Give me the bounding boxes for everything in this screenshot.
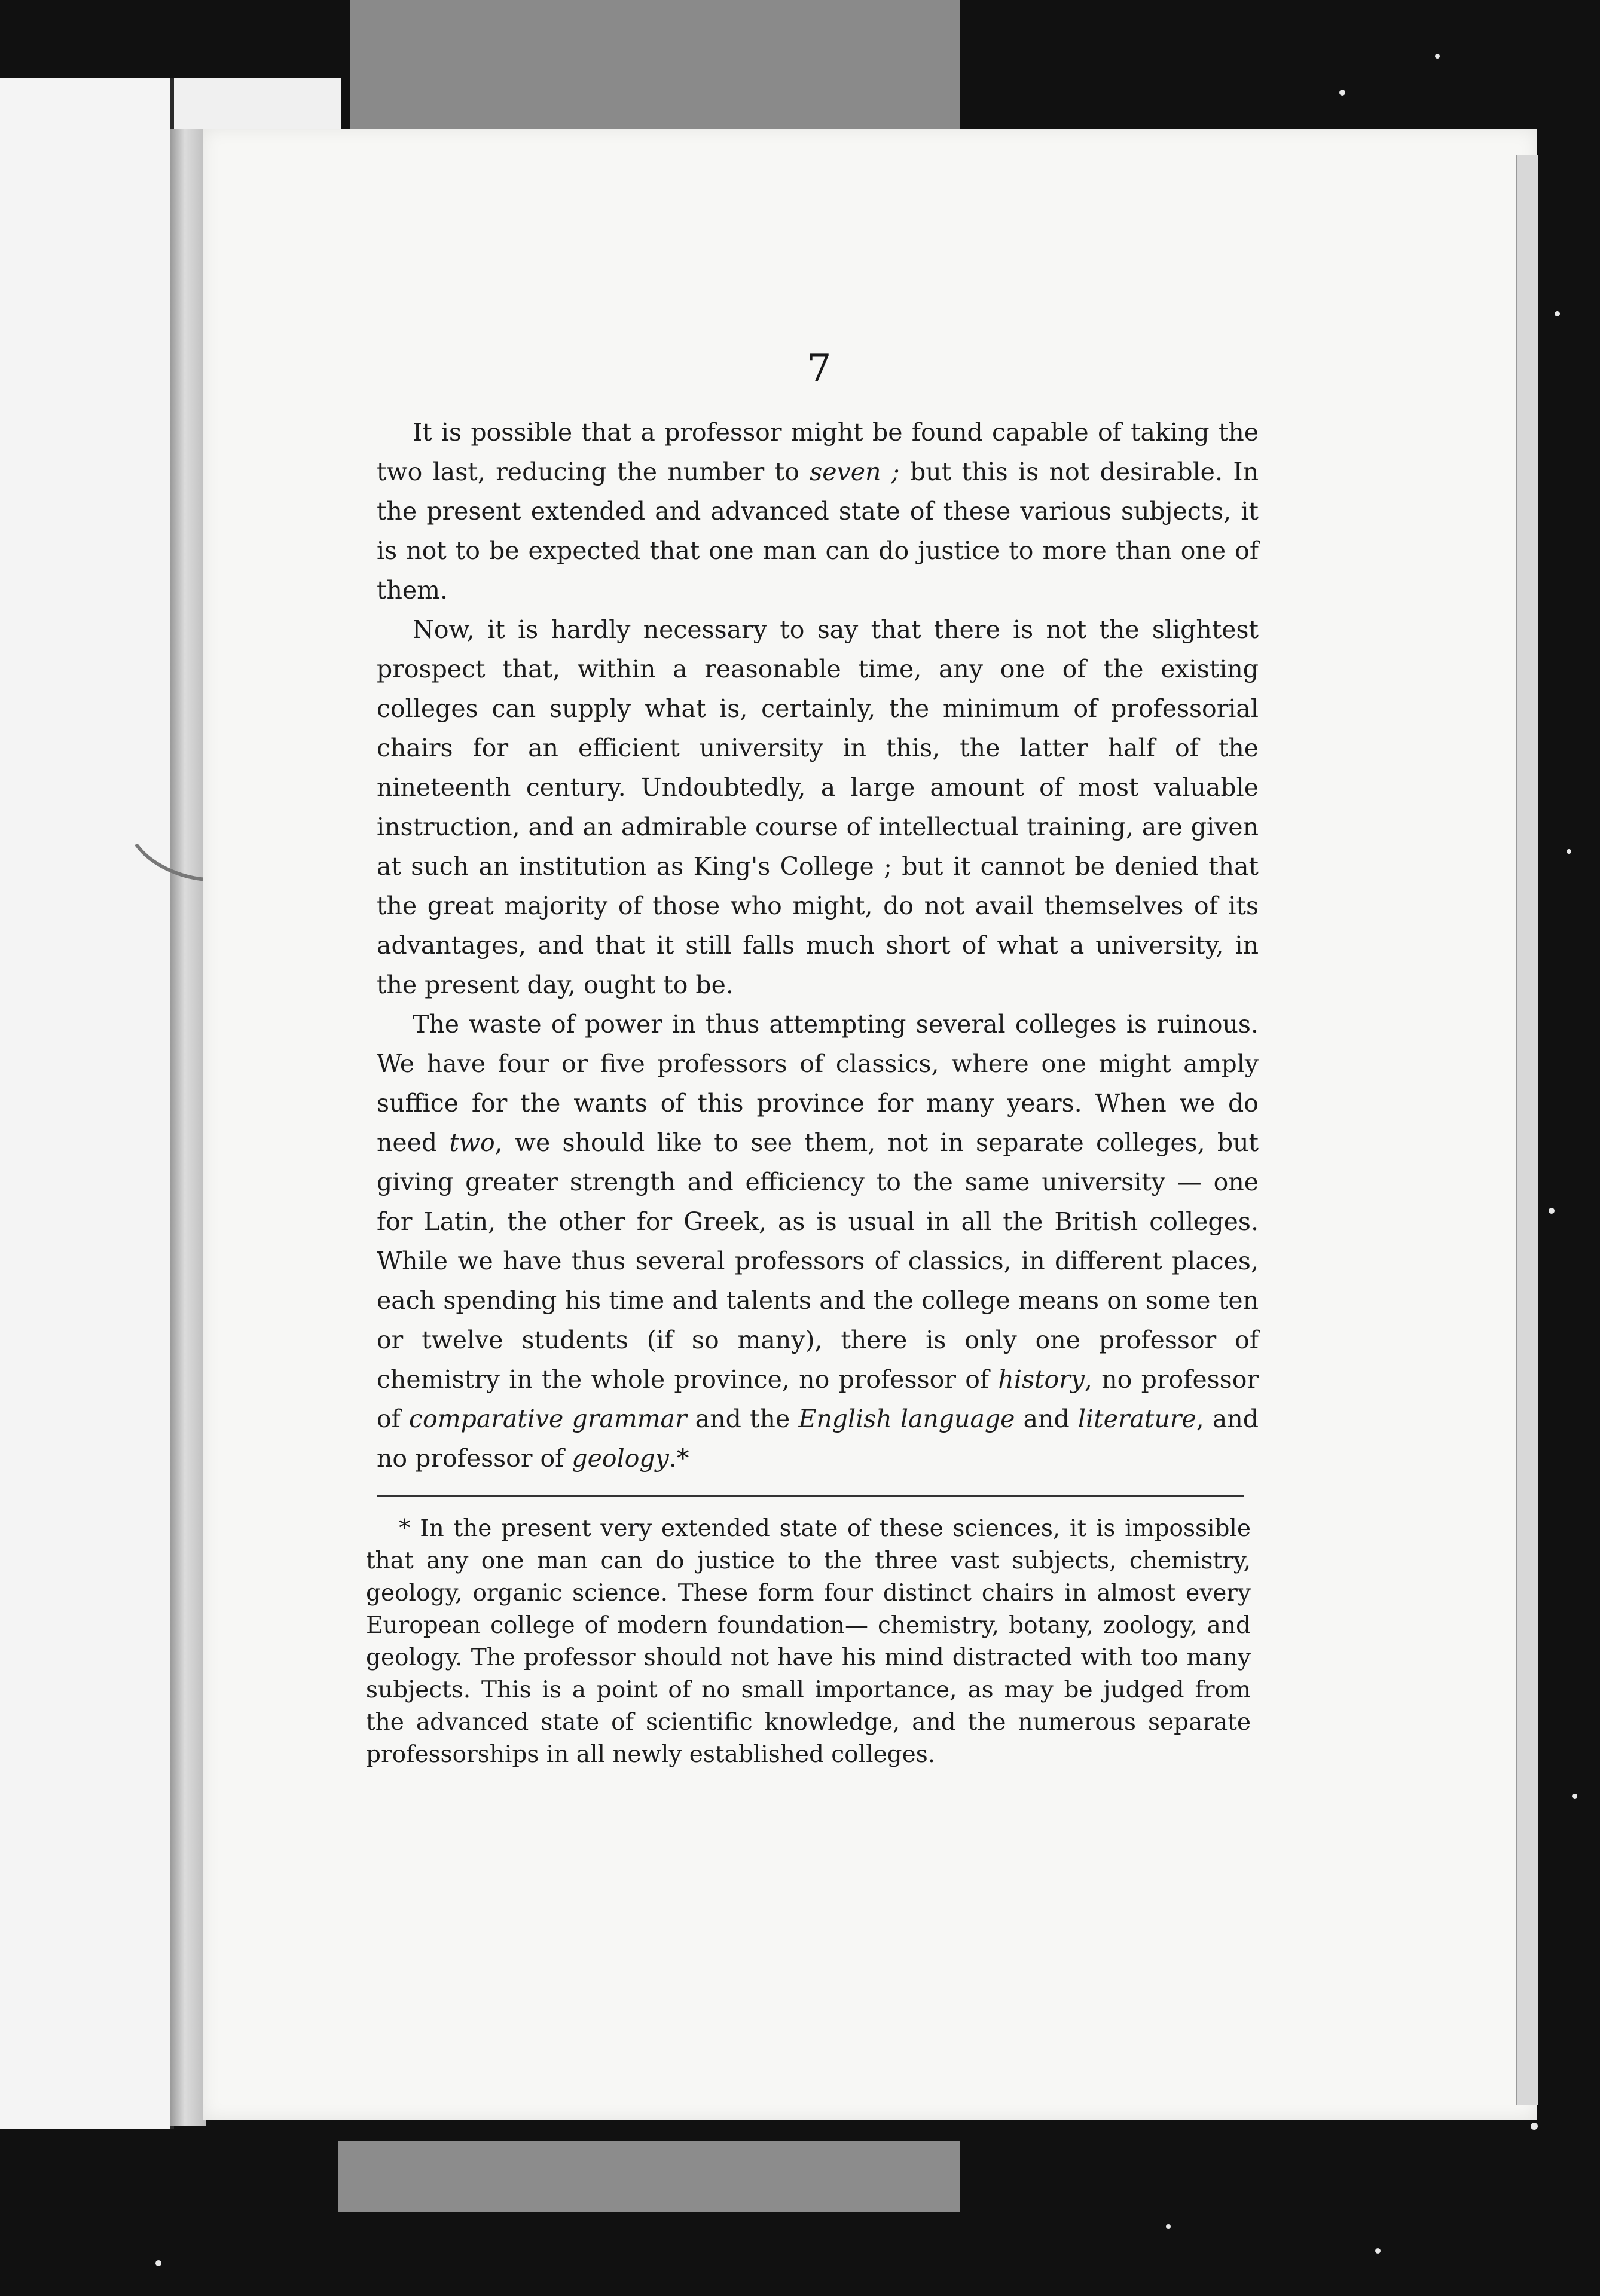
- page-number: 7: [807, 347, 832, 391]
- footnote: [366, 1513, 1251, 1771]
- footnote-rule: [377, 1495, 1244, 1497]
- text-run: , and no professor of: [377, 1405, 1259, 1473]
- body-paragraph: [377, 1004, 1259, 1478]
- body-paragraph: [377, 610, 1259, 1004]
- dust-speck: [1435, 54, 1440, 59]
- body-paragraph: [377, 413, 1259, 610]
- dust-speck: [1531, 2123, 1538, 2130]
- dust-speck: [1572, 1794, 1577, 1799]
- text-run: and the: [686, 1405, 799, 1433]
- text-run: The waste of power in thus attempting several colleges is ruinous. We have four or five professors of classics, where one might amply suffice for the wants of this province for many years. When we do need: [377, 1010, 1259, 1157]
- tape-strip-bottom: [338, 2141, 960, 2212]
- text-run: , we should like to see them, not in separate colleges, but giving greater strength and efficiency to the same university — one for Latin, the other for Greek, as is usual in all the British colleges. While we have thus several professors of classics, in different places, each spending his time and talents and the college means on some ten or twelve students (if so many), there is only one professor of chemistry in the whole province, no professor of: [377, 1128, 1259, 1394]
- italic-run: history: [998, 1365, 1085, 1394]
- text-run: Now, it is hardly necessary to say that there is not the slightest prospect that, within a reasonable time, any one of the existing colleges can supply what is, certainly, the minimum of professorial chairs for an efficient university in this, the latter half of the nineteenth century. Undoubtedly, a large amount of most valuable instruction, and an admirable course of intellectual training, are given at such an institution as King's College ; but it cannot be denied that the great majority of those who might, do not avail themselves of its advantages, and that it still falls much short of what a university, in the present day, ought to be.: [377, 615, 1259, 999]
- text-run: It is possible that a professor might be found capable of taking the two last, reducing the number to: [377, 418, 1259, 486]
- italic-run: geology: [572, 1444, 669, 1473]
- text-run: but this is not desirable. In the present extended and advanced state of these various subjects, it is not to be expected that one man can do justice to more than one of them.: [377, 457, 1259, 604]
- left-facing-page: [0, 78, 174, 2129]
- text-run: .*: [668, 1444, 689, 1473]
- dust-speck: [1166, 2224, 1171, 2229]
- page-edge-shadow: [1516, 155, 1538, 2105]
- dust-speck: [155, 2260, 161, 2266]
- text-run: and: [1015, 1405, 1078, 1433]
- dust-speck: [1339, 90, 1345, 96]
- italic-run: seven ;: [810, 457, 900, 486]
- footnote-text: * In the present very extended state of these sciences, it is impossible that any one man can do justice to the three vast subjects, chemistry, geology, organic science. These form four distinct chairs in almost every European college of modern foundation— chemistry, botany, zoology, and geology. The professor should not have his mind distracted with too many subjects. This is a point of no small importance, as may be judged from the advanced state of scientific knowledge, and the numerous separate professorships in all newly established colleges.: [366, 1515, 1251, 1768]
- book-binding: [170, 129, 206, 2126]
- dust-speck: [1375, 2248, 1381, 2254]
- tape-strip-top: [350, 0, 960, 138]
- italic-run: comparative grammar: [409, 1405, 687, 1433]
- body-text: [377, 413, 1259, 1478]
- italic-run: two: [449, 1128, 495, 1157]
- dust-speck: [1555, 311, 1560, 316]
- text-run: , no professor of: [377, 1365, 1259, 1433]
- dust-speck: [1549, 1208, 1555, 1214]
- italic-run: literature: [1077, 1405, 1196, 1433]
- dust-speck: [1567, 849, 1571, 854]
- italic-run: English language: [798, 1405, 1015, 1433]
